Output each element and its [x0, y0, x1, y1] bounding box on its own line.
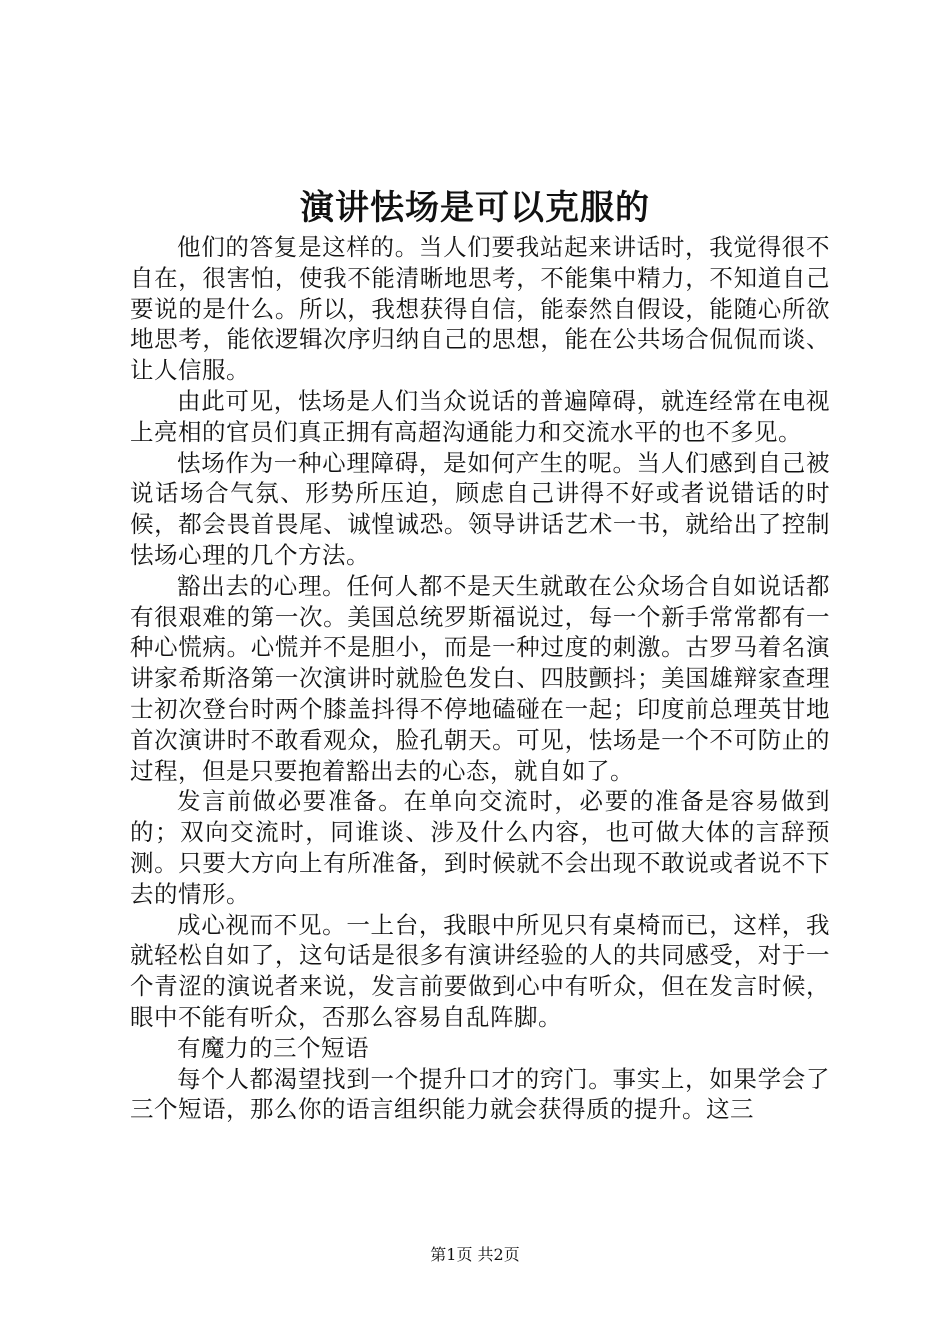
page-number-footer: 第1页 共2页 — [430, 1245, 520, 1264]
paragraph: 豁出去的心理。任何人都不是天生就敢在公众场合自如说话都有很艰难的第一次。美国总统罗斯福说过，每一个新手常常都有一种心慌病。心慌并不是胆小，而是一种过度的刺激。古罗马着名演讲家希斯洛第一次演讲时就脸色发白、四肢颤抖；美国雄辩家查理士初次登台时两个膝盖抖得不停地磕碰在一起；印度前总理英甘地首次演讲时不敢看观众，脸孔朝天。可见，怯场是一个不可防止的过程，但是只要抱着豁出去的心态，就自如了。 — [130, 571, 830, 785]
paragraph: 怯场作为一种心理障碍，是如何产生的呢。当人们感到自己被说话场合气氛、形势所压迫，顾虑自己讲得不好或者说错话的时候，都会畏首畏尾、诚惶诚恐。领导讲话艺术一书，就给出了控制怯场心理的几个方法。 — [130, 448, 830, 569]
paragraph: 发言前做必要准备。在单向交流时，必要的准备是容易做到的；双向交流时，同谁谈、涉及什么内容，也可做大体的言辞预测。只要大方向上有所准备，到时候就不会出现不敢说或者说不下去的情形。 — [130, 787, 830, 908]
paragraph: 成心视而不见。一上台，我眼中所见只有桌椅而已，这样，我就轻松自如了，这句话是很多有演讲经验的人的共同感受，对于一个青涩的演说者来说，发言前要做到心中有听众，但在发言时候，眼中不能有听众，否那么容易自乱阵脚。 — [130, 910, 830, 1031]
paragraph: 他们的答复是这样的。当人们要我站起来讲话时，我觉得很不自在，很害怕，使我不能清晰地思考，不能集中精力，不知道自己要说的是什么。所以，我想获得自信，能泰然自假设，能随心所欲地思考，能依逻辑次序归纳自己的思想，能在公共场合侃侃而谈、让人信服。 — [130, 233, 830, 385]
paragraph: 由此可见，怯场是人们当众说话的普遍障碍，就连经常在电视上亮相的官员们真正拥有高超沟通能力和交流水平的也不多见。 — [130, 386, 830, 446]
section-heading: 有魔力的三个短语 — [177, 1033, 369, 1062]
document-title: 演讲怯场是可以克服的 — [300, 188, 650, 228]
document-body — [130, 232, 830, 1125]
paragraph: 每个人都渴望找到一个提升口才的窍门。事实上，如果学会了三个短语，那么你的语言组织能力就会获得质的提升。这三 — [130, 1064, 830, 1124]
